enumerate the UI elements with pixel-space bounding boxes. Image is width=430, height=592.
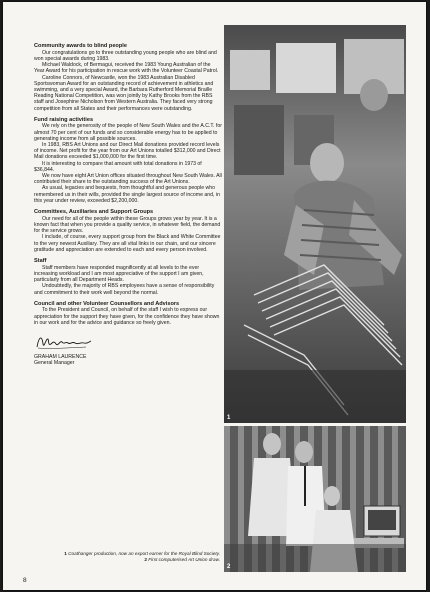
paragraph: It is interesting to compare that amount with total donations in 1973 of $36,844. — [34, 160, 202, 173]
paragraph: Michael Waldock, of Bermagui, received the 1983 Young Australian of the Year Award for his participation in rescue work with the Volunteer Coastal Patrol. — [34, 62, 219, 75]
paragraph: Our need for all of the people within these Groups grows year by year. It is a known fact that when you provide a quality service, in whatever field, the demand for the service grows. — [34, 215, 221, 235]
page-number: 8 — [23, 577, 27, 584]
section-heading: Fund raising activities — [34, 116, 94, 123]
photo-coathanger-production — [224, 25, 406, 423]
paragraph: We now have eight Art Union offices situated throughout New South Wales. All contributed their share to the outstanding success of the Art Unions. — [34, 173, 222, 186]
section-staff — [34, 258, 222, 296]
section-community-awards — [34, 43, 222, 112]
section-council — [34, 301, 222, 326]
signatory-title: General Manager — [34, 360, 75, 367]
paragraph: In 1983, RBS Art Unions and our Direct Mail donations provided record levels of income. Net profit for the year from our Art Unions totalled $312,000 and Direct Mail donations exceeded $1,000,000 for the first time. — [34, 142, 221, 161]
section-fund-raising — [34, 117, 222, 204]
signatory-name: GRAHAM LAURENCE — [34, 354, 87, 361]
section-heading: Council and other Volunteer Counsellors and Advisors — [34, 300, 180, 307]
paragraph: I include, of course, every support group from the Black and White Committee to the very newest Auxiliary. They are all vital links in our chain, and our sincere gratitude and appreciation are extended to each and every person involved. — [34, 234, 221, 253]
text-column — [34, 43, 222, 366]
caption-text: Coathanger production, now an export earner for the Royal Blind Society. — [68, 551, 220, 556]
caption-2 — [63, 557, 220, 563]
caption-number: 2 — [144, 556, 147, 562]
paragraph: To the President and Council, on behalf of the staff I wish to express our appreciation for the support they have given, for the confidence they have shown in our work and for the advice and guidance so freely given. — [34, 307, 220, 326]
page — [3, 2, 426, 590]
photo-number: 1 — [227, 415, 231, 421]
paragraph: Caroline Connors, of Newcastle, won the 1983 Australian Disabled Sportswoman Award for an outstanding record of achievement in athletics and swimming, and a very special Award, the Barbara Rutherford Memorial Braille Reading National Competition, was won jointly by Kathy Brooks from the RBS staff and Josephine Nicholson from Western Australia. They faced very strong competition from all States and their performances were outstanding. — [34, 74, 214, 112]
section-heading: Committees, Auxiliaries and Support Groups — [34, 209, 154, 216]
photo-number: 2 — [227, 564, 231, 570]
section-heading: Staff — [34, 258, 47, 264]
paragraph: Our congratulations go to three outstanding young people who are blind and won special awards during 1983. — [34, 49, 217, 62]
paragraph: We rely on the generosity of the people of New South Wales and the A.C.T. for almost 70 per cent of our funds and so considerable energy has to be applied to generating income from all possible sources. — [34, 123, 222, 142]
signature-block — [34, 332, 222, 366]
photo-captions — [63, 551, 220, 562]
section-heading: Community awards to blind people — [34, 43, 127, 49]
photo-art-union-draw — [224, 426, 406, 572]
caption-text: First computerised Art Union draw. — [148, 556, 220, 562]
paragraph: As usual, legacies and bequests, from thoughtful and generous people who remembered us in their wills, provided the single largest source of income and, in this year under review, exceeded $2,200,000. — [34, 185, 220, 204]
section-committees — [34, 209, 222, 253]
paragraph: Undoubtedly, the majority of RBS employees have a sense of responsibility and commitment to their work well beyond the normal. — [34, 283, 215, 296]
paragraph: Staff members have responded magnificently at all levels to the ever increasing workload and I am most appreciative of the support I am given, particularly from all Department Heads. — [34, 264, 204, 284]
caption-number: 1 — [64, 551, 67, 556]
handwritten-signature — [34, 332, 94, 352]
